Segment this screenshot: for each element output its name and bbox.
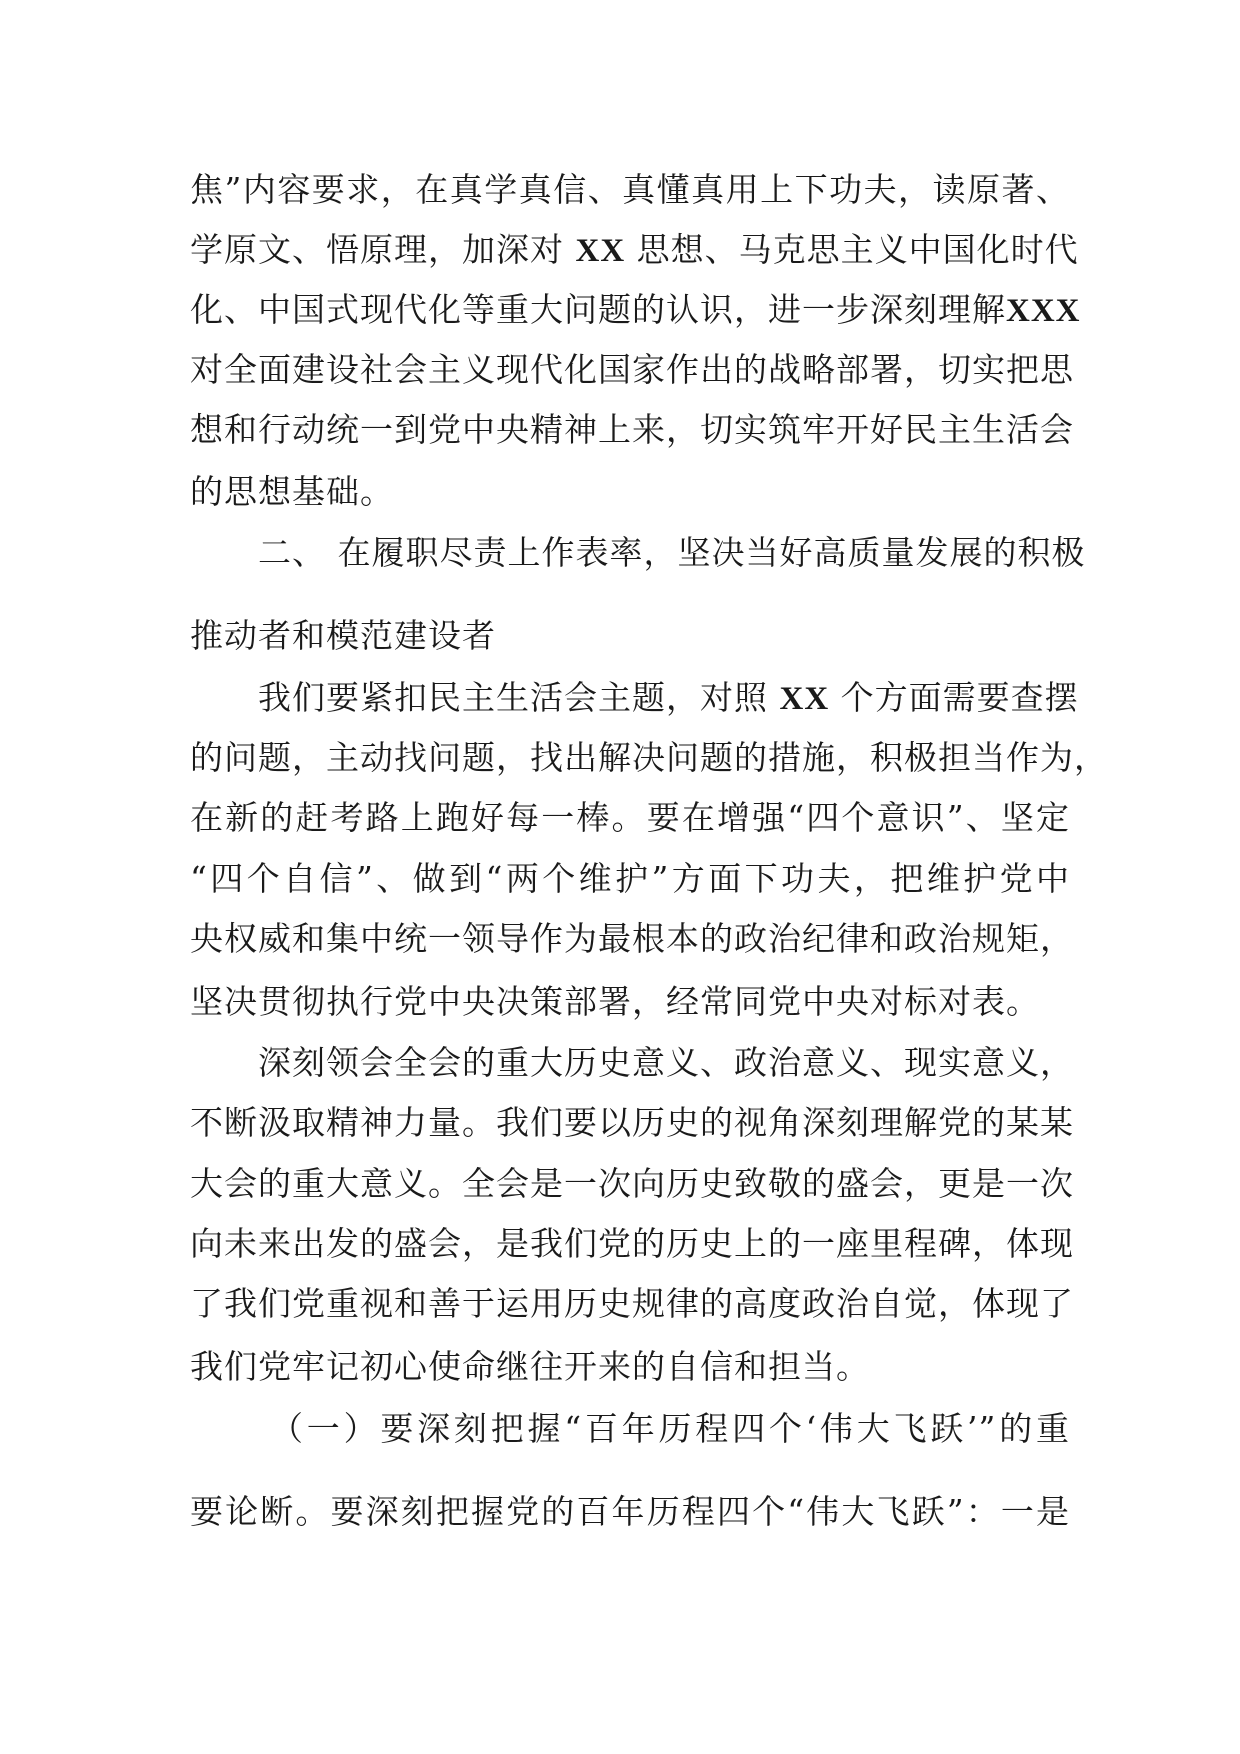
- paragraph-line-16: 向未来出发的盛会，是我们党的历史上的一座里程碑，体现: [190, 1224, 1074, 1263]
- paragraph-line-18: 我们党牢记初心使命继往开来的自信和担当。: [190, 1347, 870, 1386]
- paragraph-line-8: 的问题，主动找问题，找出解决问题的措施，积极担当作为，: [190, 738, 1108, 777]
- paragraph-line-10: “四个自信”、做到“两个维护”方面下功夫，把维护党中: [190, 859, 1070, 898]
- section-heading-line-1: 二、 在履职尽责上作表率，坚决当好高质量发展的积极: [258, 533, 1086, 572]
- section-heading-line-2: 推动者和模范建设者: [190, 616, 496, 655]
- paragraph-line-3: 化、中国式现代化等重大问题的认识，进一步深刻理解XXX: [190, 290, 1081, 329]
- paragraph-line-5: 想和行动统一到党中央精神上来，切实筑牢开好民主生活会: [190, 410, 1074, 449]
- bold-placeholder: XXX: [1006, 293, 1081, 329]
- paragraph-line-7: 我们要紧扣民主生活会主题，对照 XX 个方面需要查摆: [258, 678, 1079, 717]
- paragraph-line-6: 的思想基础。: [190, 472, 394, 511]
- paragraph-line-9: 在新的赶考路上跑好每一棒。要在增强“四个意识”、坚定: [190, 798, 1070, 837]
- paragraph-line-13: 深刻领会全会的重大历史意义、政治意义、现实意义，: [258, 1043, 1074, 1082]
- paragraph-line-12: 坚决贯彻执行党中央决策部署，经常同党中央对标对表。: [190, 982, 1040, 1021]
- paragraph-line-1: 焦”内容要求，在真学真信、真懂真用上下功夫，读原著、: [190, 170, 1070, 209]
- paragraph-line-2: 学原文、悟原理，加深对 XX 思想、马克思主义中国化时代: [190, 230, 1079, 269]
- paragraph-line-11: 央权威和集中统一领导作为最根本的政治纪律和政治规矩，: [190, 919, 1074, 958]
- paragraph-line-4: 对全面建设社会主义现代化国家作出的战略部署，切实把思: [190, 350, 1074, 389]
- bold-placeholder: XX: [779, 681, 830, 717]
- paragraph-line-14: 不断汲取精神力量。我们要以历史的视角深刻理解党的某某: [190, 1103, 1074, 1142]
- subsection-heading-line: （一）要深刻把握“百年历程四个‘伟大飞跃’”的重: [270, 1409, 1070, 1448]
- paragraph-line-15: 大会的重大意义。全会是一次向历史致敬的盛会，更是一次: [190, 1164, 1074, 1203]
- paragraph-line-19: 要论断。要深刻把握党的百年历程四个“伟大飞跃”：一是: [190, 1492, 1070, 1531]
- paragraph-line-17: 了我们党重视和善于运用历史规律的高度政治自觉，体现了: [190, 1284, 1074, 1323]
- bold-placeholder: XX: [575, 233, 626, 269]
